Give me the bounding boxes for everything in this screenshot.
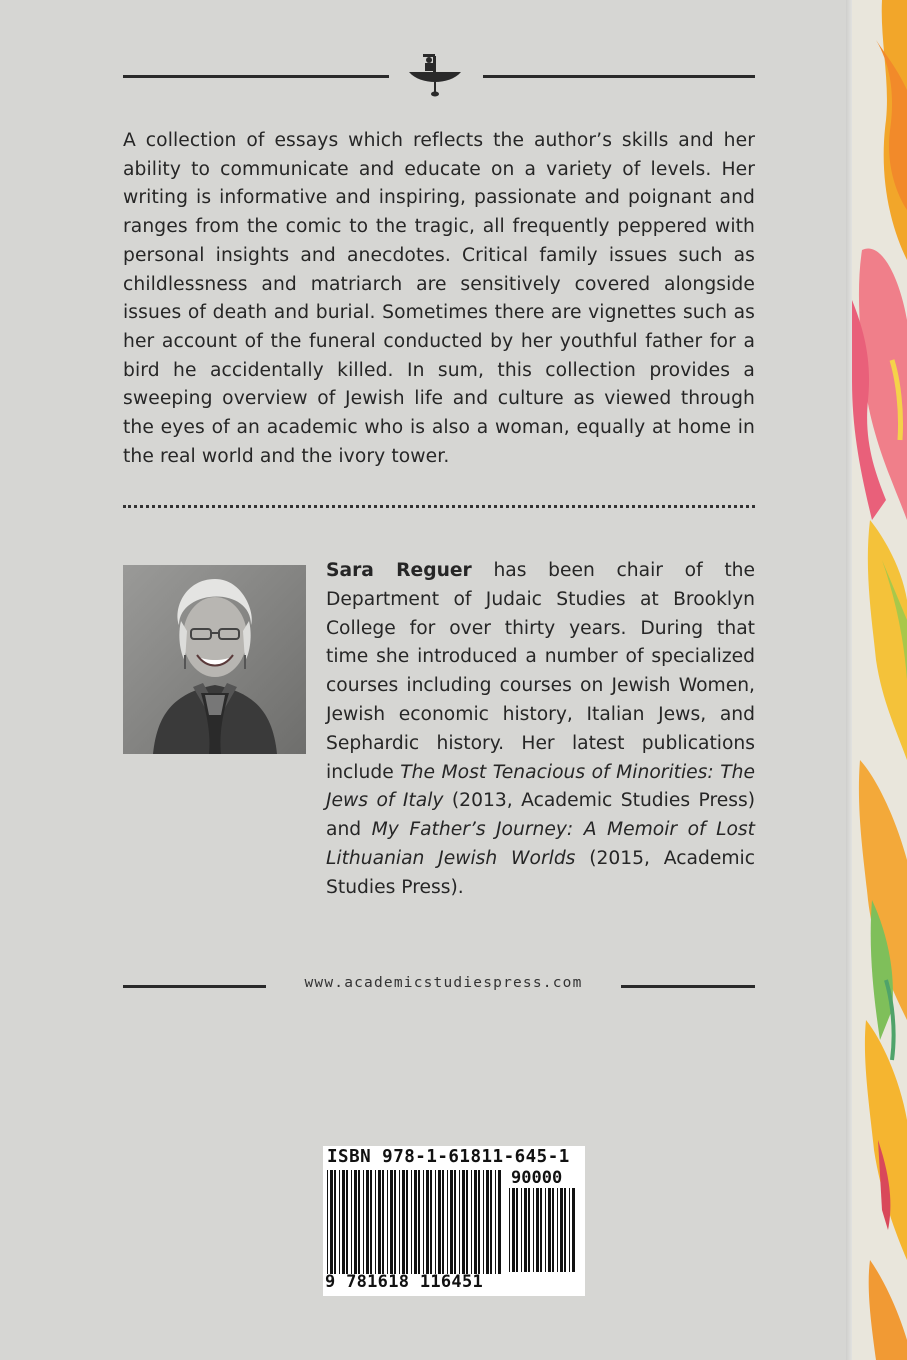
barcode-bar — [490, 1170, 492, 1274]
barcode-bar — [478, 1170, 480, 1274]
barcode-bar — [426, 1170, 429, 1274]
barcode-bar — [358, 1170, 360, 1274]
barcode-bar — [399, 1170, 400, 1274]
barcode-bar — [564, 1188, 566, 1272]
barcode-bar — [516, 1188, 518, 1272]
ean-bars — [327, 1170, 503, 1276]
barcode-bar — [334, 1170, 336, 1274]
barcode-bar — [438, 1170, 441, 1274]
addon-bars — [509, 1188, 579, 1272]
barcode-bar — [474, 1170, 477, 1274]
barcode-bar — [521, 1188, 522, 1272]
barcode-bar — [366, 1170, 369, 1274]
url-rule-left — [123, 985, 266, 988]
author-bio — [326, 557, 755, 903]
barcode-bar — [394, 1170, 396, 1274]
dotted-divider — [123, 505, 755, 508]
top-rule-left — [123, 75, 389, 78]
publisher-url: www.academicstudiespress.com — [304, 975, 583, 991]
boat-ornament-icon — [405, 52, 465, 98]
barcode-bar — [435, 1170, 436, 1274]
barcode-bar — [498, 1170, 501, 1274]
barcode-bar — [572, 1188, 575, 1272]
author-name: Sara Reguer — [326, 560, 472, 581]
barcode-bar — [557, 1188, 558, 1272]
barcode-bar — [370, 1170, 372, 1274]
bio-text-2: (2013, Academic Studies Press) and — [326, 790, 755, 841]
top-rule-right — [483, 75, 755, 78]
spine-painting — [852, 0, 907, 1360]
barcode-bar — [351, 1170, 352, 1274]
barcode-bar — [471, 1170, 472, 1274]
isbn-barcode — [323, 1146, 585, 1296]
description-blurb: A collection of essays which reflects the author’s skills and her ability to communicate and educate on a variety of levels. Her writing is informative and inspiring, passionate and poignant and ranges from the comic to the tragic, all frequently peppered with personal insights and anecdotes. Critical family issues such as childlessness and matriarch are sensitively covered alongside issues of death and burial. Sometimes there are vignettes such as her account of the funeral conducted by her youthful father for a bird he accidentally killed. In sum, this collection provides a sweeping overview of Jewish life and culture as viewed through the eyes of an academic who is also a woman, equally at home in the real world and the ivory tower. — [123, 130, 755, 467]
barcode-bar — [509, 1188, 510, 1272]
barcode-bar — [524, 1188, 527, 1272]
barcode-bar — [528, 1188, 530, 1272]
isbn-label: ISBN 978-1-61811-645-1 — [327, 1147, 570, 1167]
barcode-bar — [406, 1170, 408, 1274]
barcode-bar — [330, 1170, 333, 1274]
barcode-bar — [495, 1170, 496, 1274]
bio-text-3: (2015, Academic Studies Press). — [326, 847, 755, 898]
barcode-bar — [418, 1170, 420, 1274]
barcode-bar — [533, 1188, 534, 1272]
barcode-bar — [459, 1170, 460, 1274]
book-title-1: The Most Tenacious of Minorities: The Jews of Italy — [326, 761, 755, 812]
barcode-bar — [387, 1170, 388, 1274]
barcode-bar — [390, 1170, 393, 1274]
barcode-bar — [339, 1170, 340, 1274]
barcode-bar — [450, 1170, 453, 1274]
barcode-bar — [414, 1170, 417, 1274]
barcode-bar — [483, 1170, 484, 1274]
barcode-bar — [560, 1188, 563, 1272]
barcode-bar — [552, 1188, 554, 1272]
barcode-bar — [447, 1170, 448, 1274]
barcode-bar — [442, 1170, 444, 1274]
barcode-bar — [462, 1170, 465, 1274]
bio-text-1: has been chair of the Department of Judaic Studies at Brooklyn College for over thirty years. During that time she introduced a number of specialized courses including courses on Jewish Women, Jewish economic history, Italian Jews, and Sephardic history. Her latest publications include — [326, 560, 755, 783]
barcode-bar — [569, 1188, 570, 1272]
barcode-bar — [512, 1188, 515, 1272]
barcode-bar — [430, 1170, 432, 1274]
price-code: 90000 — [511, 1168, 563, 1188]
barcode-bar — [378, 1170, 381, 1274]
url-rule-right — [621, 985, 755, 988]
barcode-bar — [363, 1170, 364, 1274]
barcode-bar — [545, 1188, 546, 1272]
barcode-bar — [382, 1170, 384, 1274]
barcode-bar — [354, 1170, 357, 1274]
barcode-bar — [536, 1188, 539, 1272]
barcode-bar — [486, 1170, 489, 1274]
book-title-2: My Father’s Journey: A Memoir of Lost Lithuanian Jewish Worlds — [326, 819, 755, 869]
barcode-bar — [327, 1170, 328, 1274]
author-photo — [123, 565, 306, 754]
barcode-bar — [540, 1188, 542, 1272]
barcode-bar — [454, 1170, 456, 1274]
barcode-bar — [423, 1170, 424, 1274]
barcode-bar — [411, 1170, 412, 1274]
barcode-bar — [402, 1170, 405, 1274]
barcode-bar — [375, 1170, 376, 1274]
barcode-bar — [346, 1170, 348, 1274]
barcode-bar — [548, 1188, 551, 1272]
ean-digits: 9 781618 116451 — [325, 1272, 484, 1292]
barcode-bar — [466, 1170, 468, 1274]
barcode-bar — [342, 1170, 345, 1274]
